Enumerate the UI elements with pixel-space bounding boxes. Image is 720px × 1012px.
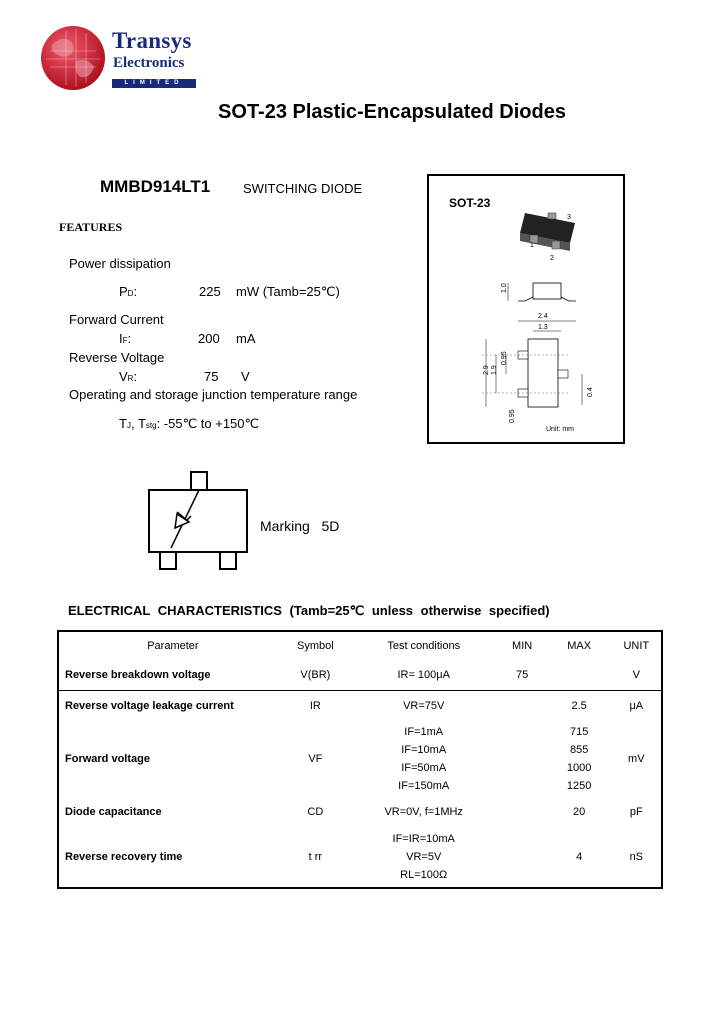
conditions-cell <box>350 797 498 827</box>
dim-thick: 0.4 <box>587 387 594 397</box>
header-parameter: Parameter <box>147 640 199 652</box>
pin1-label: 1 <box>530 242 534 249</box>
condition-line: VR=5V <box>406 851 442 863</box>
temp-label: Operating and storage junction temperature range <box>69 387 358 402</box>
dim-body: 1.3 <box>538 324 548 331</box>
symbol-cell: CD <box>307 806 324 818</box>
marking-label: Marking 5D <box>260 518 340 534</box>
conditions-cell <box>350 827 498 888</box>
electrical-table <box>57 630 663 889</box>
condition-line: IF=IR=10mA <box>392 833 455 845</box>
max-cell <box>547 721 612 797</box>
condition-line: VR=75V <box>403 700 445 712</box>
dim-pitch: 1.9 <box>491 365 498 375</box>
header-max: MAX <box>567 640 592 652</box>
symbol-cell: IR <box>281 691 350 722</box>
unit-cell: μA <box>612 691 662 722</box>
condition-line: IF=150mA <box>398 780 450 792</box>
condition-line: IF=10mA <box>401 744 447 756</box>
unit-cell: V <box>632 669 640 681</box>
min-cell <box>498 691 547 722</box>
unit-cell: mV <box>628 753 645 765</box>
marking-symbol <box>145 470 255 574</box>
max-line: 715 <box>569 726 589 738</box>
max-line: 20 <box>573 806 586 818</box>
dim-half: 0.95 <box>501 351 508 365</box>
dim-len: 2.9 <box>483 365 490 375</box>
condition-line: IF=50mA <box>401 762 447 774</box>
company-name: Transys <box>112 28 192 53</box>
header-symbol: Symbol <box>297 640 334 652</box>
conditions-cell <box>350 691 498 722</box>
min-cell <box>498 721 547 797</box>
condition-line: IF=1mA <box>404 726 444 738</box>
header-unit: UNIT <box>623 640 650 652</box>
max-cell <box>547 660 612 691</box>
if-label: Forward Current <box>69 312 164 327</box>
max-line: 1000 <box>566 762 592 774</box>
max-line: 855 <box>569 744 589 756</box>
vr-value: 75 <box>204 369 219 384</box>
max-line: 2.5 <box>571 700 587 712</box>
max-line: 4 <box>576 851 583 863</box>
symbol-cell: t rr <box>308 851 323 863</box>
temp-range: TJ, Tstg: -55℃ to +150℃ <box>119 416 260 431</box>
symbol-cell: V(BR) <box>300 669 331 681</box>
param-cell: Reverse voltage leakage current <box>58 691 281 722</box>
min-cell <box>498 827 547 888</box>
header-min: MIN <box>512 640 533 652</box>
part-number: MMBD914LT1 <box>100 177 211 196</box>
min-cell: 75 <box>516 669 529 681</box>
max-cell <box>547 827 612 888</box>
table-row <box>58 660 662 691</box>
if-symbol: IF: <box>119 331 132 346</box>
param-cell: Diode capacitance <box>65 806 162 818</box>
marking-code: 5D <box>321 518 340 534</box>
conditions-cell <box>350 660 498 691</box>
symbol-cell: VF <box>308 753 323 765</box>
min-cell <box>498 797 547 827</box>
package-title: SOT-23 <box>449 196 491 210</box>
vr-label: Reverse Voltage <box>69 350 165 365</box>
page-title: SOT-23 Plastic-Encapsulated Diodes <box>218 101 566 123</box>
unit-cell: nS <box>629 851 644 863</box>
table-row <box>58 691 662 722</box>
param-cell: Reverse recovery time <box>65 851 183 863</box>
if-value: 200 <box>198 331 220 346</box>
vr-symbol: VR: <box>119 369 138 384</box>
header-conditions: Test conditions <box>387 640 461 652</box>
package-drawing <box>430 205 622 441</box>
electrical-title: ELECTRICAL CHARACTERISTICS (Tamb=25℃ unless otherwise specified) <box>68 603 550 618</box>
power-label: Power dissipation <box>69 256 171 271</box>
pd-symbol: PD: <box>119 284 138 299</box>
max-cell <box>547 691 612 722</box>
max-line: 1250 <box>566 780 592 792</box>
conditions-cell <box>350 721 498 797</box>
param-cell: Forward voltage <box>65 753 150 765</box>
pd-unit: mW (Tamb=25℃) <box>236 284 340 299</box>
condition-line: VR=0V, f=1MHz <box>384 806 463 818</box>
pd-value: 225 <box>199 284 221 299</box>
if-unit: mA <box>236 331 256 346</box>
unit-label: Unit: mm <box>546 426 574 433</box>
table-row <box>58 797 662 827</box>
features-heading: FEATURES <box>59 220 123 234</box>
part-description: SWITCHING DIODE <box>243 181 363 196</box>
company-logo-globe <box>40 25 106 91</box>
dim-width: 2.4 <box>538 313 548 320</box>
company-subname: Electronics <box>113 55 185 71</box>
max-cell <box>547 797 612 827</box>
param-cell: Reverse breakdown voltage <box>65 669 211 681</box>
pin2-label: 2 <box>550 255 554 262</box>
unit-cell: pF <box>629 806 643 818</box>
condition-line: RL=100Ω <box>400 869 448 881</box>
vr-unit: V <box>241 369 250 384</box>
table-row <box>58 721 662 797</box>
pin3-label: 3 <box>567 214 571 221</box>
table-row <box>58 827 662 888</box>
dim-height: 1.0 <box>501 283 508 293</box>
condition-line: IR= 100μA <box>397 669 450 681</box>
company-limited-bar: LIMITED <box>112 79 196 88</box>
dim-lead: 0.95 <box>509 409 516 423</box>
